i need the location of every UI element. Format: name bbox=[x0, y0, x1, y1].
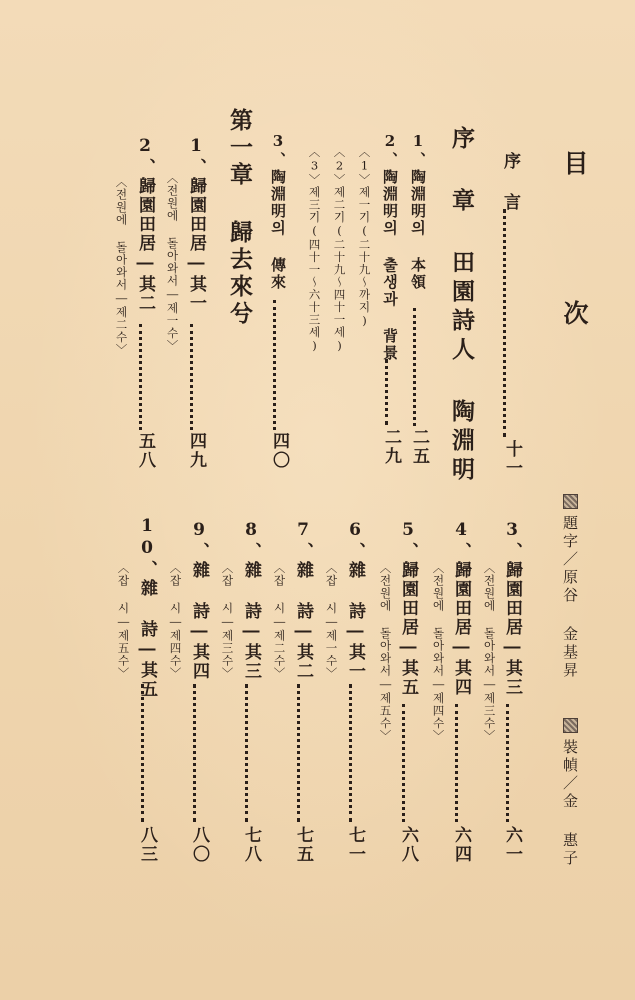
toc-subentry: 〈전원에 돌아와서―제五수〉 bbox=[378, 562, 393, 742]
toc-subentry: 〈전원에 돌아와서―제一수〉 bbox=[165, 172, 180, 352]
toc-entry-label: 1、陶淵明의 本領 bbox=[409, 132, 427, 291]
preface-page: 十一 bbox=[502, 440, 522, 478]
toc-subentry: 〈잡 시―제五수〉 bbox=[116, 562, 131, 680]
toc-subentry: 〈잡 시―제一수〉 bbox=[324, 562, 339, 680]
toc-subentry: 〈전원에 돌아와서―제二수〉 bbox=[114, 176, 129, 356]
toc-entry-page: 七一 bbox=[345, 826, 365, 864]
credit-calligraphy: 題字／原谷 金基昇 bbox=[562, 494, 578, 680]
toc-entry-page: 四九 bbox=[186, 432, 206, 470]
credit-design: 裝幀／金 惠子 bbox=[562, 718, 578, 868]
toc-entry-leader bbox=[385, 355, 388, 429]
toc-subentry: 〈전원에 돌아와서―제四수〉 bbox=[431, 562, 446, 742]
toc-entry-page: 六一 bbox=[502, 826, 522, 864]
toc-entry-page: 八三 bbox=[137, 826, 157, 864]
preface-leader bbox=[503, 205, 506, 441]
toc-entry-leader bbox=[245, 680, 248, 826]
toc-entry-leader bbox=[273, 296, 276, 434]
toc-entry-label: 9、雜 詩―其四 bbox=[189, 520, 209, 681]
toc-subentry: 〈잡 시―제二수〉 bbox=[272, 562, 287, 680]
toc-entry-leader bbox=[141, 680, 144, 826]
page-title: 目 次 bbox=[560, 150, 589, 373]
toc-entry-page: 六四 bbox=[451, 826, 471, 864]
square-bullet-icon bbox=[563, 494, 578, 509]
toc-entry-leader bbox=[349, 680, 352, 826]
toc-entry-leader bbox=[455, 700, 458, 826]
preface-label: 序 言 bbox=[500, 152, 520, 212]
toc-entry-label: 2、歸園田居―其二 bbox=[135, 136, 155, 313]
toc-entry-page: 七八 bbox=[241, 826, 261, 864]
toc-entry-label: 7、雜 詩―其二 bbox=[293, 520, 313, 681]
toc-subentry: 〈잡 시―제三수〉 bbox=[220, 562, 235, 680]
toc-entry-page: 六八 bbox=[398, 826, 418, 864]
toc-entry-page: 四〇 bbox=[269, 432, 289, 470]
toc-subentry: 〈2〉제二기(二十九〜四十一세) bbox=[332, 146, 347, 354]
toc-entry-label: 6、雜 詩―其一 bbox=[345, 520, 365, 681]
toc-entry-label: 3、歸園田居―其三 bbox=[502, 520, 522, 697]
toc-entry-page: 二九 bbox=[381, 428, 401, 466]
toc-entry-leader bbox=[413, 304, 416, 430]
square-bullet-icon bbox=[563, 718, 578, 733]
toc-subentry: 〈3〉제三기(四十一〜六十三세) bbox=[307, 146, 322, 354]
chapter-heading-1: 第一章 歸去來兮 bbox=[226, 108, 253, 328]
toc-subentry: 〈전원에 돌아와서―제三수〉 bbox=[482, 562, 497, 742]
toc-entry-label: 3、陶淵明의 傳來 bbox=[269, 132, 287, 291]
toc-entry-label: 4、歸園田居―其四 bbox=[451, 520, 471, 697]
toc-entry-page: 二五 bbox=[409, 428, 429, 466]
toc-entry-leader bbox=[193, 680, 196, 826]
toc-entry-label: 1、歸園田居―其一 bbox=[186, 136, 206, 313]
toc-entry-leader bbox=[297, 680, 300, 826]
toc-entry-label: 8、雜 詩―其三 bbox=[241, 520, 261, 681]
toc-entry-page: 五八 bbox=[135, 432, 155, 470]
toc-entry-page: 七五 bbox=[293, 826, 313, 864]
toc-entry-leader bbox=[139, 320, 142, 434]
toc-entry-label: 10、雜 詩―其五 bbox=[137, 516, 157, 699]
toc-subentry: 〈잡 시―제四수〉 bbox=[168, 562, 183, 680]
toc-entry-leader bbox=[506, 700, 509, 826]
toc-entry-leader bbox=[190, 320, 193, 434]
chapter-heading-prologue: 序 章 田園詩人 陶淵明 bbox=[448, 126, 475, 486]
toc-entry-leader bbox=[402, 700, 405, 826]
toc-entry-page: 八〇 bbox=[189, 826, 209, 864]
toc-entry-label: 2、陶淵明의 출생과 背景 bbox=[381, 132, 399, 362]
toc-subentry: 〈1〉제一기(二十九〜까지) bbox=[357, 146, 372, 329]
toc-entry-label: 5、歸園田居―其五 bbox=[398, 520, 418, 697]
